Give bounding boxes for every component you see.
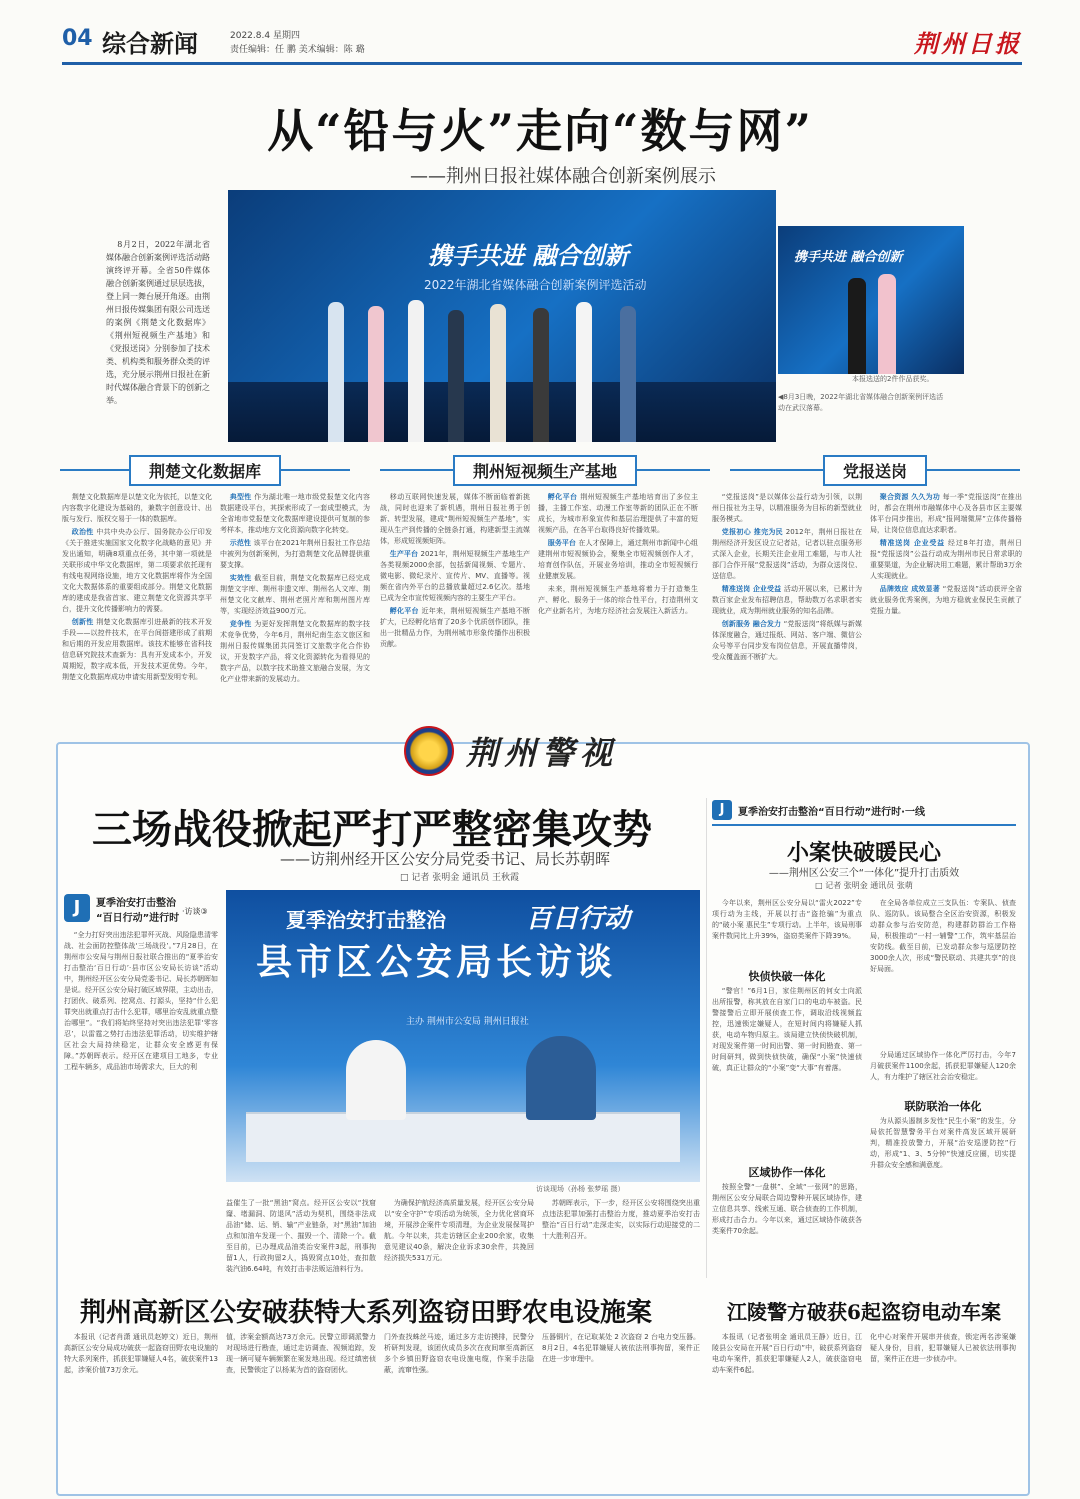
paragraph-text: 该平台在2021年荆州日报社工作总结中被列为创新案例，为打造荆楚文化品牌提供重要支撑。 (220, 539, 370, 569)
paragraph (380, 492, 530, 547)
guest-figure (526, 1036, 596, 1120)
person-figure (368, 306, 384, 442)
right-byline: □ 记者 张明金 通讯员 张萌 (815, 881, 913, 890)
column-divider (706, 798, 707, 1278)
paragraph-text: 在人才保障上，通过荆州市新闻中心组建荆州市短视频协会，聚集全市短视频创作人才，培育创作队伍，开展业务培训，推动全市短视频行业健康发展。 (538, 539, 699, 580)
paragraph (380, 549, 530, 604)
right-title: 小案快破暖民心 (786, 840, 941, 866)
paragraph (712, 527, 862, 582)
police-article-col-1: “全力打好突出违法犯罪歼灭战、风险隐患清零战、社会面防控整体战‘三场战役’。”7月28日，在荆州市公安局与荆州日报社联合推出的“夏季治安打击整治‘百日行动’·县市区公安局长访谈”活动中，荆州经开区公安分局党委书记、局长苏朝晖如是说。经开区公安分局打破区域界限，主动出击，打团伙、破系列、挖窝点、打源头，坚持“什么犯罪突出就重点打击什么犯罪，哪里治安乱就重点整治哪里”。“我们将始终坚持对突出违法犯罪‘零容忍’，以雷霆之势打击违法犯罪活动，切实维护辖区社会大局持续稳定，让群众安全感更有保障。”苏朝晖表示。经开区在建项目工地多，专业工程车辆多，成品油市场需求大，巨大的利 (64, 931, 218, 1071)
police-article-col-3: 为确保护航经济高质量发展，经开区公安分局以“安全守护”专项活动为统领，全力优化营商环境，开展涉企案件专项清理，为企业发展保驾护航。今年以来，共走访辖区企业200余家，收集意见建议40条，解决企业诉求30余件，共挽回经济损失531万元。 (384, 1199, 534, 1262)
section-banner-party-jobs (730, 456, 1020, 484)
paragraph-keyword: 品牌效应 成效显著 (879, 585, 943, 593)
right-banner-logo-icon: J (712, 800, 732, 820)
right-col-2-top: 在全局各单位成立三支队伍：专案队、侦查队、巡防队。该局整合全区治安资源，积极发动群众参与治安防范，构建群防群治工作格局，积极推动“一村一辅警”工作，筑牢基层治安防线。截至目前，已发动群众参与巡逻防控3000余人次，形成“警民联动、共建共享”的良好局面。 (870, 899, 1016, 973)
person-figure (878, 274, 896, 374)
right-col-1-body: “警官！”6月1日，家住荆州区的何女士向派出所报警，称其放在自家门口的电动车被盗。民警接警后立即开展侦查工作，调取沿线视频监控，迅速锁定嫌疑人，在短时间内将嫌疑人抓获，电动车物归原主。该局建立快侦快破机制，对现发案件第一时间出警、第一时间勘查、第一时间研判，做到快侦快破，确保“小案”快速侦破，真正让群众的“小案”变“大事”有着落。 (712, 987, 862, 1072)
side-photo-caption: 本报选送的2件作品获奖。 (852, 375, 934, 383)
story2-col-2: 值，涉案金额高达73万余元。民警立即调派警力对现场进行勘查，通过走访调查、视频追踪，发现一辆可疑车辆频繁在案发地出现。经过缜密侦查，民警锁定了以杨某为首的盗窃团伙。 (226, 1333, 376, 1374)
right-col-2-bottom: 为从源头遏制多发性“民生小案”的发生，分局依托智慧警务平台对案件高发区域开展研判，精准投放警力，开展“治安巡逻防控”行动，形成“1、3、5分钟”快速反应圈，切实提升群众安全感和满意度。 (870, 1117, 1016, 1169)
person-figure (576, 302, 592, 442)
main-photo-caption: ◀8月3日晚，2022年湖北省媒体融合创新案例评选活动在武汉落幕。 (778, 393, 944, 412)
article-column-3 (380, 492, 530, 724)
paragraph-text: “党报送岗”将纸媒与新媒体深度融合，通过报纸、网站、客户端、微信公众号等平台同步发布岗位信息，开展直播带岗，受众覆盖面不断扩大。 (712, 620, 862, 661)
photo-side-slogan: 携手共进 融合创新 (794, 250, 903, 265)
story2-col-1: 本报讯（记者肖潇 通讯员赵婷文）近日，荆州高新区公安分局成功破获一起盗窃田野农电设施的特大系列案件，抓获犯罪嫌疑人4名，破获案件13起，涉案价值73万余元。 (64, 1333, 218, 1374)
right-heading-1: 快侦快破一体化 (748, 970, 826, 983)
paragraph-text: 中共中央办公厅、国务院办公厅印发《关于推进实施国家文化数字化战略的意见》并发出通知，明确8项重点任务，其中第一项就是关联形成中华文化数据库，第二项要求依托现有有线电视网络设施，地方文化数据库将作为全国文化大数据体系的重要组成部分。荆楚文化数据库的建成是我省首家、建立荆楚文化资源共享平台，提升文化传播影响力的需要。 (62, 528, 213, 613)
paragraph (870, 492, 1022, 536)
feature-title: 从“铅与火”走向“数与网” (267, 104, 813, 158)
person-figure (408, 300, 424, 442)
paragraph-keyword: 党报初心 推完为民 (721, 528, 786, 536)
police-emblem (404, 726, 454, 776)
interview-desk (246, 1112, 680, 1162)
header-rule (62, 62, 1022, 65)
paragraph-text: 作为湖北唯一地市级党报楚文化内容数据建设平台，其探索形成了一套成型模式，为全省地市党报楚文化数据库建设提供可复制的参考样本，推动地方文化资源向数字化转变。 (220, 493, 371, 534)
badge-suffix: ·访谈③ (182, 907, 208, 916)
paragraph-text: 为更好发挥荆楚文化数据库的数字技术竞争优势，今年6月，荆州纪南生态文旅区和荆州日报传媒集团共同签订文旅数字化合作协议，开发数字产品，将文化资源转化为看得见的数字产品，以数字技术助推文旅融合发展，为文化产业带来新的发展动力。 (220, 620, 371, 683)
newspaper-logo: 荆州日报 (914, 29, 1022, 58)
paragraph-text: 荆楚文化数据库是以楚文化为依托，以楚文化内容数字化建设为基础的，兼数字创意设计、出版与发行、版权交易于一体的数据库。 (62, 493, 212, 523)
police-main-subtitle: ——访荆州经开区公安分局党委书记、局长苏朝晖 (280, 850, 611, 868)
paragraph (380, 606, 530, 650)
paragraph-text: 2012年，荆州日报社在荆州经济开发区设立记者站，记者以驻点服务形式深入企业，长期关注企业用工难题，与市人社部门合作开展“党报送岗”活动，为群众送岗位、送信息。 (712, 528, 862, 580)
paragraph (870, 584, 1022, 617)
article-column-6 (870, 492, 1022, 724)
paragraph-keyword: 孵化平台 (547, 493, 581, 501)
paragraph (220, 619, 370, 685)
right-col-1-lead: 今年以来，荆州区公安分局以“雷火2022”专项行动为主线，开展以打击“盗抢骗”为重点的“破小案 惠民生”专项行动。上半年，该局刑事案件数同比上升39%，盗窃类案件下降39%。 (712, 899, 862, 940)
badge-logo-icon: J (64, 894, 90, 922)
paragraph (870, 538, 1022, 582)
person-figure (533, 308, 549, 442)
right-heading-3: 联防联治一体化 (904, 1100, 982, 1113)
paragraph-keyword: 服务平台 (547, 539, 579, 547)
section-title: 综合新闻 (102, 29, 198, 58)
paragraph (712, 492, 862, 525)
feature-side-photo (778, 226, 964, 374)
section-title-culture-db: 荆楚文化数据库 (129, 455, 281, 486)
masthead (62, 22, 1022, 62)
paragraph-keyword: 创新性 (71, 618, 97, 626)
interview-photo-line-2: 百日行动 (526, 904, 631, 934)
right-col-2-mid: 分局通过区域协作一体化严厉打击，今年7月破获案件1100余起，抓获犯罪嫌疑人120余人，有力维护了辖区社会治安稳定。 (870, 1051, 1016, 1081)
section-title-video-base: 荆州短视频生产基地 (453, 455, 637, 486)
paragraph-keyword: 典型性 (229, 493, 255, 501)
paragraph (712, 619, 862, 663)
right-banner-text: 夏季治安打击整治“百日行动”进行时·一线 (738, 807, 925, 818)
photo-main-slogan: 携手共进 融合创新 (428, 242, 629, 270)
paragraph-text: “党报送岗”活动获评全省就业服务优秀案例，为地方稳就业保民生贡献了党报力量。 (870, 585, 1022, 615)
paragraph (220, 573, 370, 617)
police-article-col-2: 益催生了一批“黑油”窝点。经开区公安以“找窟窿、堵漏洞、防退风”活动为契机，围绕非法成品油“储、运、销、输”产业链条，对“黑油”加油点和加油车发现一个、摧毁一个、清除一个。截至目前，已办理成品油类治安案件3起，刑事拘留1人，行政拘留2人，捣毁窝点10处，查扣散装汽油6.64吨，有效打击非法贩运油料行为。 (226, 1199, 376, 1273)
paragraph-text: 截至目前，荆楚文化数据库已经完成荆楚文字库、荆州非遗文库、荆州名人文库、荆州楚文化文献库、荆州老照片库和荆州图片库等，实现经济效益900万元。 (220, 574, 371, 615)
police-header-logo: 荆州警视 (466, 734, 619, 772)
paragraph-text: 每一季“党报送岗”在推出时，都会在荆州市融媒体中心及各县市区主要媒体平台同步推出，形成“报网端微屏”立体传播格局，让岗位信息直达求职者。 (870, 493, 1022, 534)
police-article-col-4: 苏朝晖表示，下一步，经开区公安将围绕突出重点违法犯罪加强打击整治力度，推动夏季治安打击整治“百日行动”走深走实，以实际行动迎接党的二十大胜利召开。 (542, 1199, 700, 1240)
right-heading-2: 区域协作一体化 (748, 1166, 826, 1179)
paragraph-text: 活动开展以来，已累计为数百家企业发布招聘信息，帮助数万名求职者实现就业，成为荆州就业服务的知名品牌。 (712, 585, 863, 615)
feature-subtitle: ——荆州日报社媒体融合创新案例展示 (410, 166, 716, 187)
right-subtitle: ——荆州区公安三个“一体化”提升打击质效 (768, 868, 960, 879)
paragraph-keyword: 精准送岗 企业受益 (879, 539, 948, 547)
story3-col-2: 化中心对案件开展串并侦查，锁定两名涉案嫌疑人身份，目前，犯罪嫌疑人已被依法刑事拘留，案件正在进一步侦办中。 (870, 1333, 1016, 1363)
issue-date: 2022.8.4 星期四 (230, 31, 300, 41)
article-column-1 (62, 492, 212, 724)
paragraph-keyword: 精准送岗 企业受益 (721, 585, 784, 593)
paragraph (712, 584, 862, 617)
feature-intro: 8月2日，2022年湖北省媒体融合创新案例评选活动路演终评开幕。全省50件媒体融合创新案例通过层层选拔，登上同一舞台展开角逐。由荆州日报传媒集团有限公司选送的案例《荆楚文化数据库》《荆州短视频生产基地》和《党报送岗》分别参加了技术类、机构类和服务群众类的评选，充分展示荆州日报社在新时代媒体融合背景下的创新之举。 (106, 240, 210, 405)
paragraph-keyword: 创新服务 融合发力 (721, 620, 784, 628)
paragraph-keyword: 实效性 (229, 574, 255, 582)
section-title-party-jobs: 党报送岗 (823, 455, 927, 486)
paragraph-keyword: 孵化平台 (389, 607, 422, 615)
police-main-title: 三场战役掀起严打严整密集攻势 (92, 806, 652, 853)
story2-title: 荆州高新区公安破获特大系列盗窃田野农电设施案 (80, 1298, 653, 1328)
person-figure (620, 306, 636, 442)
story2-col-3: 门外查找蛛丝马迹，通过多方走访摸排，民警分析研判发现，该团伙成员多次在夜间窜至高新区多个乡镇田野盗窃农电设施电缆，作案手法隐蔽，流窜性强。 (384, 1333, 534, 1374)
section-banner-culture-db (60, 456, 350, 484)
paragraph-text: 未来，荆州短视频生产基地将着力于打造集生产、孵化、服务于一体的综合性平台，打造荆州文化产业新名片，为地方经济社会发展注入新活力。 (538, 585, 698, 615)
paragraph (538, 584, 698, 617)
interview-photo-line-1: 夏季治安打击整治 (286, 908, 446, 932)
badge-line-2: “百日行动”进行时 (96, 913, 180, 924)
host-figure (346, 1040, 406, 1120)
paragraph (62, 617, 212, 683)
paragraph-keyword: 聚合资源 久久为功 (879, 493, 943, 501)
paragraph-text: 荆楚文化数据库引进最新的技术开发手段——以控件技术，在平台间搭建形成了前期和后期的开发应用数据库。该技术能够在省科技信息研究院技术查新为：具有开发成本小，开发周期短，数字成本低，开发技术更优势。今年，荆楚文化数据库成功申请实用新型发明专利。 (62, 618, 213, 681)
paragraph-text: 2021年，荆州短视频生产基地生产各类视频2000余部，包括新闻视频、专题片、微电影、微纪录片、宣传片、MV、直播等。视频在省内外平台的总播放量超过2.6亿次。基地已成为全市宣传短视频内容的主要生产平台。 (380, 550, 530, 602)
paragraph (538, 538, 698, 582)
paragraph-text: 经过8年打造，荆州日报“党报送岗”公益行动成为荆州市民日常求职的重要渠道，为企业解决用工难题，累计帮助3万余人实现就业。 (870, 539, 1022, 580)
paragraph-text: 荆州短视频生产基地培育出了多位主播，主播工作室、动漫工作室等新的团队正在不断成长，为城市形象宣传和基层治理提供了丰富的短视频产品，在各平台取得良好传播效果。 (538, 493, 699, 534)
person-figure (448, 310, 464, 442)
right-banner (712, 800, 1016, 826)
photo-main-event: 2022年湖北省媒体融合创新案例评选活动 (424, 278, 647, 292)
interview-badge (64, 892, 224, 926)
right-col-1-tail: 按照全警“一盘棋”、全域“一张网”的思路，荆州区公安分局联合周边警种开展区域协作，建立信息共享、线索互通、联合侦查的工作机制，形成打击合力。今年以来，通过区域协作破获各类案件70余起。 (712, 1183, 862, 1235)
paragraph (220, 492, 370, 536)
article-column-4 (538, 492, 698, 724)
paragraph-text: 移动互联网快速发展，媒体不断面临着新挑战，同时也迎来了新机遇，荆州日报社勇于创新、转型发展，建成“荆州短视频生产基地”，实现从生产到传播的全链条打通，构建新型主流媒体，形成短视频矩阵。 (380, 493, 530, 545)
paragraph-keyword: 竞争性 (229, 620, 255, 628)
paragraph (62, 527, 212, 615)
paragraph-keyword: 示范性 (229, 539, 254, 547)
interview-photo-caption: 访谈现场（孙杨 张梦瑶 摄） (536, 1185, 625, 1193)
feature-main-photo (228, 190, 776, 442)
police-main-byline: □ 记者 张明金 通讯员 王秋霞 (400, 873, 519, 883)
story3-col-1: 本报讯（记者张明金 通讯员王静）近日，江陵县公安局在开展“百日行动”中，破获系列盗窃电动车案件，抓获犯罪嫌疑人2人，破获盗窃电动车案件6起。 (712, 1333, 862, 1374)
section-banner-video-base (380, 456, 710, 484)
article-column-5 (712, 492, 862, 724)
editors: 责任编辑：任 鹏 美术编辑：陈 璐 (230, 45, 365, 55)
paragraph-keyword: 政治性 (71, 528, 97, 536)
story3-title: 江陵警方破获6起盗窃电动车案 (727, 1300, 1001, 1324)
paragraph (538, 492, 698, 536)
paragraph (62, 492, 212, 525)
interview-photo (226, 890, 700, 1182)
paragraph-text: 近年来，荆州短视频生产基地不断扩大，已经孵化培育了20多个优质创作团队，推出一批精品力作，为荆州城市形象传播作出积极贡献。 (380, 607, 531, 648)
paragraph-text: “党报送岗”是以媒体公益行动为引领，以荆州日报社为主导，以精准服务为目标的新型就业服务模式。 (712, 493, 862, 523)
badge-line-1: 夏季治安打击整治 (96, 898, 176, 909)
interview-photo-host: 主办 荆州市公安局 荆州日报社 (406, 1017, 529, 1027)
paragraph (220, 538, 370, 571)
page-number: 04 (62, 26, 93, 51)
article-column-2 (220, 492, 370, 724)
story2-col-4: 压器铜片，在记取某处 2 次盗窃 2 台电力变压器。8月2日，4名犯罪嫌疑人被依法刑事拘留，案件正在进一步审理中。 (542, 1333, 700, 1363)
person-figure (328, 302, 344, 442)
paragraph-keyword: 生产平台 (389, 550, 421, 558)
person-figure (848, 278, 866, 374)
interview-photo-line-3: 县市区公安局长访谈 (256, 941, 617, 983)
person-figure (490, 304, 506, 442)
